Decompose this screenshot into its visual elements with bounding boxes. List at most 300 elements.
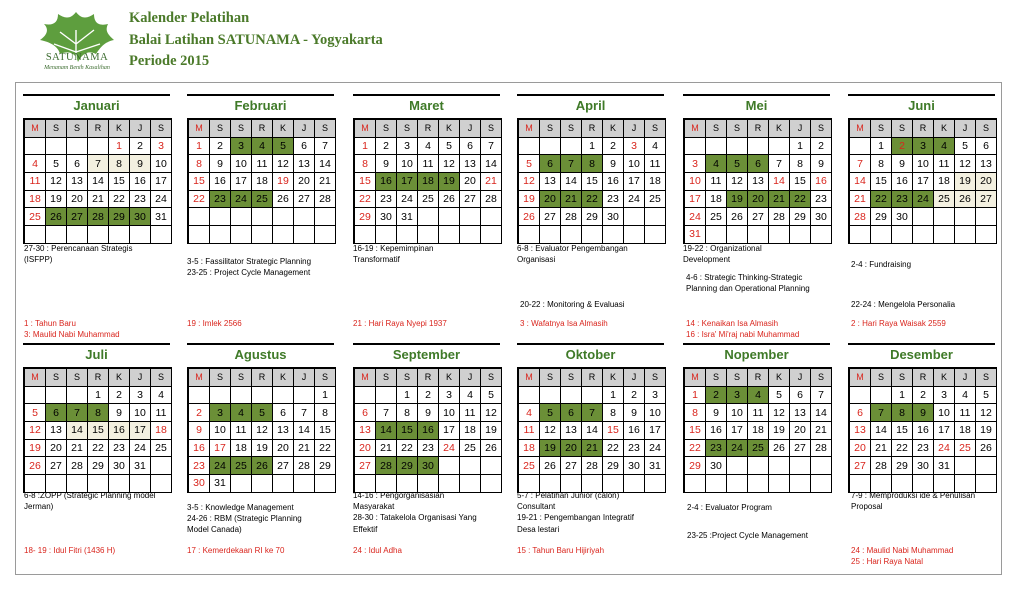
day-cell: 13 bbox=[46, 422, 67, 440]
empty-cell bbox=[645, 226, 666, 244]
day-cell: 22 bbox=[603, 440, 624, 458]
weekday-header: S bbox=[376, 120, 397, 138]
month-title: Nopember bbox=[683, 343, 830, 367]
day-cell: 13 bbox=[850, 422, 871, 440]
day-cell: 17 bbox=[913, 173, 934, 191]
month-grid bbox=[353, 118, 502, 244]
day-cell: 13 bbox=[540, 173, 561, 191]
weekday-header: S bbox=[727, 369, 748, 387]
empty-cell bbox=[273, 387, 294, 405]
day-cell: 29 bbox=[355, 208, 376, 226]
month-grid bbox=[353, 367, 502, 493]
empty-cell bbox=[955, 226, 976, 244]
day-cell: 23 bbox=[376, 191, 397, 209]
day-cell: 30 bbox=[130, 208, 151, 226]
day-cell: 23 bbox=[418, 440, 439, 458]
empty-cell bbox=[189, 387, 210, 405]
day-cell: 7 bbox=[376, 404, 397, 422]
day-cell: 12 bbox=[273, 155, 294, 173]
empty-cell bbox=[624, 208, 645, 226]
day-cell: 5 bbox=[519, 155, 540, 173]
day-cell: 3 bbox=[645, 387, 666, 405]
day-cell: 26 bbox=[25, 457, 46, 475]
month-title: April bbox=[517, 94, 664, 118]
day-cell: 18 bbox=[748, 422, 769, 440]
weekday-header: M bbox=[25, 120, 46, 138]
day-cell: 14 bbox=[67, 422, 88, 440]
day-cell: 24 bbox=[645, 440, 666, 458]
weekday-header: R bbox=[913, 369, 934, 387]
empty-cell bbox=[790, 457, 811, 475]
day-cell: 30 bbox=[418, 457, 439, 475]
empty-cell bbox=[519, 138, 540, 156]
month-juli bbox=[23, 343, 170, 493]
day-cell: 17 bbox=[934, 422, 955, 440]
weekday-header: S bbox=[811, 369, 832, 387]
day-cell: 24 bbox=[397, 191, 418, 209]
day-cell: 15 bbox=[582, 173, 603, 191]
empty-cell bbox=[231, 387, 252, 405]
day-cell: 23 bbox=[706, 440, 727, 458]
day-cell: 5 bbox=[727, 155, 748, 173]
day-cell: 4 bbox=[645, 138, 666, 156]
weekday-header: R bbox=[582, 369, 603, 387]
day-cell: 6 bbox=[850, 404, 871, 422]
weekday-header: S bbox=[540, 120, 561, 138]
month-title: Januari bbox=[23, 94, 170, 118]
event-note: 5-7 : Pelatihan Junior (calon) Consultant 19-21 : Pengembangan Integratif Desa lestari bbox=[517, 491, 634, 534]
weekday-header: J bbox=[130, 369, 151, 387]
holiday-note: 2 : Hari Raya Waisak 2559 bbox=[851, 319, 946, 328]
month-grid bbox=[517, 118, 666, 244]
holiday-note: 18- 19 : Idul Fitri (1436 H) bbox=[24, 546, 116, 555]
empty-cell bbox=[519, 387, 540, 405]
weekday-header: S bbox=[151, 120, 172, 138]
day-cell: 4 bbox=[25, 155, 46, 173]
weekday-header: S bbox=[481, 120, 502, 138]
day-cell: 17 bbox=[685, 191, 706, 209]
empty-cell bbox=[481, 457, 502, 475]
day-cell: 4 bbox=[748, 387, 769, 405]
day-cell: 18 bbox=[934, 173, 955, 191]
day-cell: 20 bbox=[355, 440, 376, 458]
day-cell: 17 bbox=[130, 422, 151, 440]
day-cell: 3 bbox=[397, 138, 418, 156]
day-cell: 24 bbox=[210, 457, 231, 475]
empty-cell bbox=[294, 475, 315, 493]
day-cell: 22 bbox=[790, 191, 811, 209]
day-cell: 9 bbox=[130, 155, 151, 173]
day-cell: 11 bbox=[231, 422, 252, 440]
day-cell: 19 bbox=[976, 422, 997, 440]
empty-cell bbox=[67, 387, 88, 405]
weekday-header: R bbox=[418, 369, 439, 387]
empty-cell bbox=[811, 475, 832, 493]
day-cell: 5 bbox=[273, 138, 294, 156]
day-cell: 6 bbox=[976, 138, 997, 156]
month-desember bbox=[848, 343, 995, 493]
day-cell: 28 bbox=[294, 457, 315, 475]
empty-cell bbox=[790, 226, 811, 244]
day-cell: 23 bbox=[811, 191, 832, 209]
day-cell: 17 bbox=[231, 173, 252, 191]
day-cell: 2 bbox=[418, 387, 439, 405]
empty-cell bbox=[790, 475, 811, 493]
weekday-header: K bbox=[273, 120, 294, 138]
day-cell: 7 bbox=[811, 387, 832, 405]
empty-cell bbox=[210, 387, 231, 405]
weekday-header: S bbox=[315, 120, 336, 138]
weekday-header: J bbox=[294, 369, 315, 387]
empty-cell bbox=[46, 226, 67, 244]
day-cell: 2 bbox=[913, 387, 934, 405]
logo-name: SATUNAMA bbox=[45, 52, 109, 63]
weekday-header: J bbox=[460, 120, 481, 138]
day-cell: 25 bbox=[252, 191, 273, 209]
day-cell: 7 bbox=[871, 404, 892, 422]
weekday-header: M bbox=[519, 120, 540, 138]
day-cell: 10 bbox=[624, 155, 645, 173]
weekday-header: S bbox=[151, 369, 172, 387]
empty-cell bbox=[252, 208, 273, 226]
empty-cell bbox=[460, 208, 481, 226]
holiday-note: 24 : Maulid Nabi Muhammad 25 : Hari Raya Natal bbox=[851, 546, 954, 566]
day-cell: 7 bbox=[769, 155, 790, 173]
day-cell: 15 bbox=[685, 422, 706, 440]
weekday-header: R bbox=[252, 120, 273, 138]
empty-cell bbox=[439, 457, 460, 475]
day-cell: 13 bbox=[976, 155, 997, 173]
day-cell: 3 bbox=[685, 155, 706, 173]
day-cell: 1 bbox=[355, 138, 376, 156]
month-title: Desember bbox=[848, 343, 995, 367]
day-cell: 4 bbox=[519, 404, 540, 422]
empty-cell bbox=[582, 226, 603, 244]
month-grid bbox=[848, 118, 997, 244]
holiday-note: 19 : Imlek 2566 bbox=[187, 319, 242, 328]
empty-cell bbox=[913, 208, 934, 226]
day-cell: 25 bbox=[25, 208, 46, 226]
weekday-header: S bbox=[976, 369, 997, 387]
empty-cell bbox=[397, 226, 418, 244]
day-cell: 21 bbox=[582, 440, 603, 458]
day-cell: 15 bbox=[790, 173, 811, 191]
empty-cell bbox=[913, 226, 934, 244]
weekday-header: K bbox=[603, 369, 624, 387]
month-title: Agustus bbox=[187, 343, 334, 367]
holiday-note: 14 : Kenaikan Isa Almasih 16 : Isra' Mi'raj nabi Muhammad bbox=[686, 319, 800, 339]
day-cell: 31 bbox=[151, 208, 172, 226]
day-cell: 22 bbox=[582, 191, 603, 209]
weekday-header: J bbox=[790, 369, 811, 387]
weekday-header: R bbox=[582, 120, 603, 138]
day-cell: 12 bbox=[727, 173, 748, 191]
day-cell: 21 bbox=[376, 440, 397, 458]
day-cell: 10 bbox=[727, 404, 748, 422]
day-cell: 4 bbox=[934, 138, 955, 156]
day-cell: 22 bbox=[315, 440, 336, 458]
day-cell: 8 bbox=[109, 155, 130, 173]
empty-cell bbox=[460, 226, 481, 244]
day-cell: 17 bbox=[727, 422, 748, 440]
day-cell: 13 bbox=[355, 422, 376, 440]
day-cell: 26 bbox=[976, 440, 997, 458]
day-cell: 19 bbox=[481, 422, 502, 440]
empty-cell bbox=[811, 226, 832, 244]
day-cell: 5 bbox=[976, 387, 997, 405]
day-cell: 28 bbox=[769, 208, 790, 226]
weekday-header: S bbox=[706, 120, 727, 138]
empty-cell bbox=[418, 226, 439, 244]
empty-cell bbox=[706, 138, 727, 156]
day-cell: 8 bbox=[315, 404, 336, 422]
weekday-header: S bbox=[210, 120, 231, 138]
event-note: 23-25 :Project Cycle Management bbox=[687, 531, 808, 540]
day-cell: 31 bbox=[685, 226, 706, 244]
empty-cell bbox=[892, 226, 913, 244]
empty-cell bbox=[727, 475, 748, 493]
day-cell: 17 bbox=[439, 422, 460, 440]
day-cell: 2 bbox=[189, 404, 210, 422]
weekday-header: S bbox=[67, 120, 88, 138]
weekday-header: M bbox=[25, 369, 46, 387]
weekday-header: S bbox=[561, 120, 582, 138]
day-cell: 6 bbox=[790, 387, 811, 405]
weekday-header: R bbox=[748, 120, 769, 138]
day-cell: 19 bbox=[46, 191, 67, 209]
day-cell: 6 bbox=[294, 138, 315, 156]
day-cell: 24 bbox=[231, 191, 252, 209]
day-cell: 29 bbox=[603, 457, 624, 475]
month-title: Juli bbox=[23, 343, 170, 367]
weekday-header: S bbox=[645, 120, 666, 138]
day-cell: 17 bbox=[210, 440, 231, 458]
empty-cell bbox=[418, 208, 439, 226]
day-cell: 20 bbox=[976, 173, 997, 191]
day-cell: 24 bbox=[439, 440, 460, 458]
day-cell: 19 bbox=[25, 440, 46, 458]
day-cell: 17 bbox=[151, 173, 172, 191]
day-cell: 25 bbox=[645, 191, 666, 209]
month-title: September bbox=[353, 343, 500, 367]
day-cell: 9 bbox=[109, 404, 130, 422]
day-cell: 4 bbox=[460, 387, 481, 405]
day-cell: 15 bbox=[397, 422, 418, 440]
weekday-header: M bbox=[355, 120, 376, 138]
day-cell: 21 bbox=[850, 191, 871, 209]
weekday-header: R bbox=[913, 120, 934, 138]
day-cell: 20 bbox=[561, 440, 582, 458]
day-cell: 15 bbox=[355, 173, 376, 191]
empty-cell bbox=[46, 387, 67, 405]
weekday-header: S bbox=[46, 120, 67, 138]
day-cell: 8 bbox=[892, 404, 913, 422]
empty-cell bbox=[151, 226, 172, 244]
month-title: Juni bbox=[848, 94, 995, 118]
day-cell: 28 bbox=[811, 440, 832, 458]
day-cell: 18 bbox=[231, 440, 252, 458]
empty-cell bbox=[748, 226, 769, 244]
day-cell: 20 bbox=[273, 440, 294, 458]
day-cell: 1 bbox=[790, 138, 811, 156]
day-cell: 20 bbox=[850, 440, 871, 458]
empty-cell bbox=[811, 457, 832, 475]
day-cell: 11 bbox=[460, 404, 481, 422]
weekday-header: K bbox=[439, 369, 460, 387]
day-cell: 10 bbox=[934, 404, 955, 422]
day-cell: 6 bbox=[561, 404, 582, 422]
day-cell: 3 bbox=[231, 138, 252, 156]
month-mei bbox=[683, 94, 830, 244]
day-cell: 16 bbox=[210, 173, 231, 191]
day-cell: 14 bbox=[315, 155, 336, 173]
day-cell: 8 bbox=[603, 404, 624, 422]
day-cell: 24 bbox=[151, 191, 172, 209]
empty-cell bbox=[624, 226, 645, 244]
day-cell: 24 bbox=[685, 208, 706, 226]
weekday-header: M bbox=[519, 369, 540, 387]
day-cell: 27 bbox=[46, 457, 67, 475]
empty-cell bbox=[88, 226, 109, 244]
weekday-header: S bbox=[871, 120, 892, 138]
day-cell: 25 bbox=[934, 191, 955, 209]
event-note: 14-16 : Pengorganisasian Masyarakat 28-30 : Tatakelola Organisasi Yang Effektif bbox=[353, 491, 477, 534]
day-cell: 18 bbox=[418, 173, 439, 191]
day-cell: 14 bbox=[481, 155, 502, 173]
weekday-header: S bbox=[811, 120, 832, 138]
day-cell: 3 bbox=[151, 138, 172, 156]
month-nopember bbox=[683, 343, 830, 493]
day-cell: 14 bbox=[871, 422, 892, 440]
day-cell: 26 bbox=[519, 208, 540, 226]
empty-cell bbox=[315, 226, 336, 244]
day-cell: 29 bbox=[871, 208, 892, 226]
weekday-header: J bbox=[624, 369, 645, 387]
empty-cell bbox=[481, 208, 502, 226]
weekday-header: S bbox=[376, 369, 397, 387]
day-cell: 20 bbox=[46, 440, 67, 458]
day-cell: 28 bbox=[561, 208, 582, 226]
day-cell: 10 bbox=[231, 155, 252, 173]
month-grid bbox=[848, 367, 997, 493]
month-grid bbox=[683, 118, 832, 244]
day-cell: 27 bbox=[460, 191, 481, 209]
day-cell: 18 bbox=[460, 422, 481, 440]
weekday-header: M bbox=[850, 369, 871, 387]
day-cell: 25 bbox=[706, 208, 727, 226]
empty-cell bbox=[871, 226, 892, 244]
day-cell: 4 bbox=[151, 387, 172, 405]
day-cell: 25 bbox=[151, 440, 172, 458]
day-cell: 26 bbox=[727, 208, 748, 226]
month-grid bbox=[683, 367, 832, 493]
day-cell: 3 bbox=[210, 404, 231, 422]
day-cell: 28 bbox=[67, 457, 88, 475]
day-cell: 7 bbox=[850, 155, 871, 173]
day-cell: 12 bbox=[519, 173, 540, 191]
day-cell: 30 bbox=[913, 457, 934, 475]
day-cell: 29 bbox=[397, 457, 418, 475]
empty-cell bbox=[603, 226, 624, 244]
day-cell: 15 bbox=[892, 422, 913, 440]
header-title: Kalender Pelatihan bbox=[129, 10, 250, 26]
weekday-header: J bbox=[955, 120, 976, 138]
day-cell: 21 bbox=[871, 440, 892, 458]
weekday-header: M bbox=[189, 369, 210, 387]
holiday-note: 17 : Kemerdekaan RI ke 70 bbox=[187, 546, 285, 555]
day-cell: 4 bbox=[706, 155, 727, 173]
day-cell: 12 bbox=[439, 155, 460, 173]
day-cell: 29 bbox=[315, 457, 336, 475]
day-cell: 5 bbox=[955, 138, 976, 156]
empty-cell bbox=[210, 226, 231, 244]
month-grid bbox=[517, 367, 666, 493]
day-cell: 11 bbox=[25, 173, 46, 191]
empty-cell bbox=[67, 138, 88, 156]
weekday-header: K bbox=[109, 120, 130, 138]
empty-cell bbox=[210, 208, 231, 226]
day-cell: 21 bbox=[561, 191, 582, 209]
empty-cell bbox=[934, 208, 955, 226]
day-cell: 13 bbox=[790, 404, 811, 422]
day-cell: 26 bbox=[540, 457, 561, 475]
day-cell: 19 bbox=[273, 173, 294, 191]
month-oktober bbox=[517, 343, 664, 493]
day-cell: 26 bbox=[439, 191, 460, 209]
weekday-header: J bbox=[130, 120, 151, 138]
day-cell: 24 bbox=[913, 191, 934, 209]
day-cell: 24 bbox=[624, 191, 645, 209]
day-cell: 25 bbox=[955, 440, 976, 458]
day-cell: 29 bbox=[892, 457, 913, 475]
empty-cell bbox=[273, 226, 294, 244]
month-title: Maret bbox=[353, 94, 500, 118]
day-cell: 15 bbox=[603, 422, 624, 440]
day-cell: 23 bbox=[210, 191, 231, 209]
weekday-header: S bbox=[231, 369, 252, 387]
day-cell: 9 bbox=[706, 404, 727, 422]
day-cell: 4 bbox=[418, 138, 439, 156]
day-cell: 12 bbox=[540, 422, 561, 440]
day-cell: 23 bbox=[892, 191, 913, 209]
empty-cell bbox=[850, 387, 871, 405]
day-cell: 28 bbox=[871, 457, 892, 475]
day-cell: 16 bbox=[913, 422, 934, 440]
weekday-header: M bbox=[685, 120, 706, 138]
day-cell: 23 bbox=[189, 457, 210, 475]
weekday-header: S bbox=[976, 120, 997, 138]
weekday-header: S bbox=[871, 369, 892, 387]
event-note: 6-8 :ZOPP (Strategic Planning model Jerman) bbox=[24, 491, 156, 512]
day-cell: 27 bbox=[561, 457, 582, 475]
day-cell: 10 bbox=[913, 155, 934, 173]
day-cell: 11 bbox=[645, 155, 666, 173]
day-cell: 27 bbox=[273, 457, 294, 475]
day-cell: 11 bbox=[748, 404, 769, 422]
day-cell: 20 bbox=[460, 173, 481, 191]
weekday-header: K bbox=[769, 369, 790, 387]
month-juni bbox=[848, 94, 995, 244]
day-cell: 27 bbox=[850, 457, 871, 475]
day-cell: 2 bbox=[109, 387, 130, 405]
day-cell: 14 bbox=[850, 173, 871, 191]
day-cell: 30 bbox=[603, 208, 624, 226]
month-grid bbox=[23, 118, 172, 244]
weekday-header: R bbox=[748, 369, 769, 387]
empty-cell bbox=[231, 475, 252, 493]
month-april bbox=[517, 94, 664, 244]
weekday-header: J bbox=[460, 369, 481, 387]
